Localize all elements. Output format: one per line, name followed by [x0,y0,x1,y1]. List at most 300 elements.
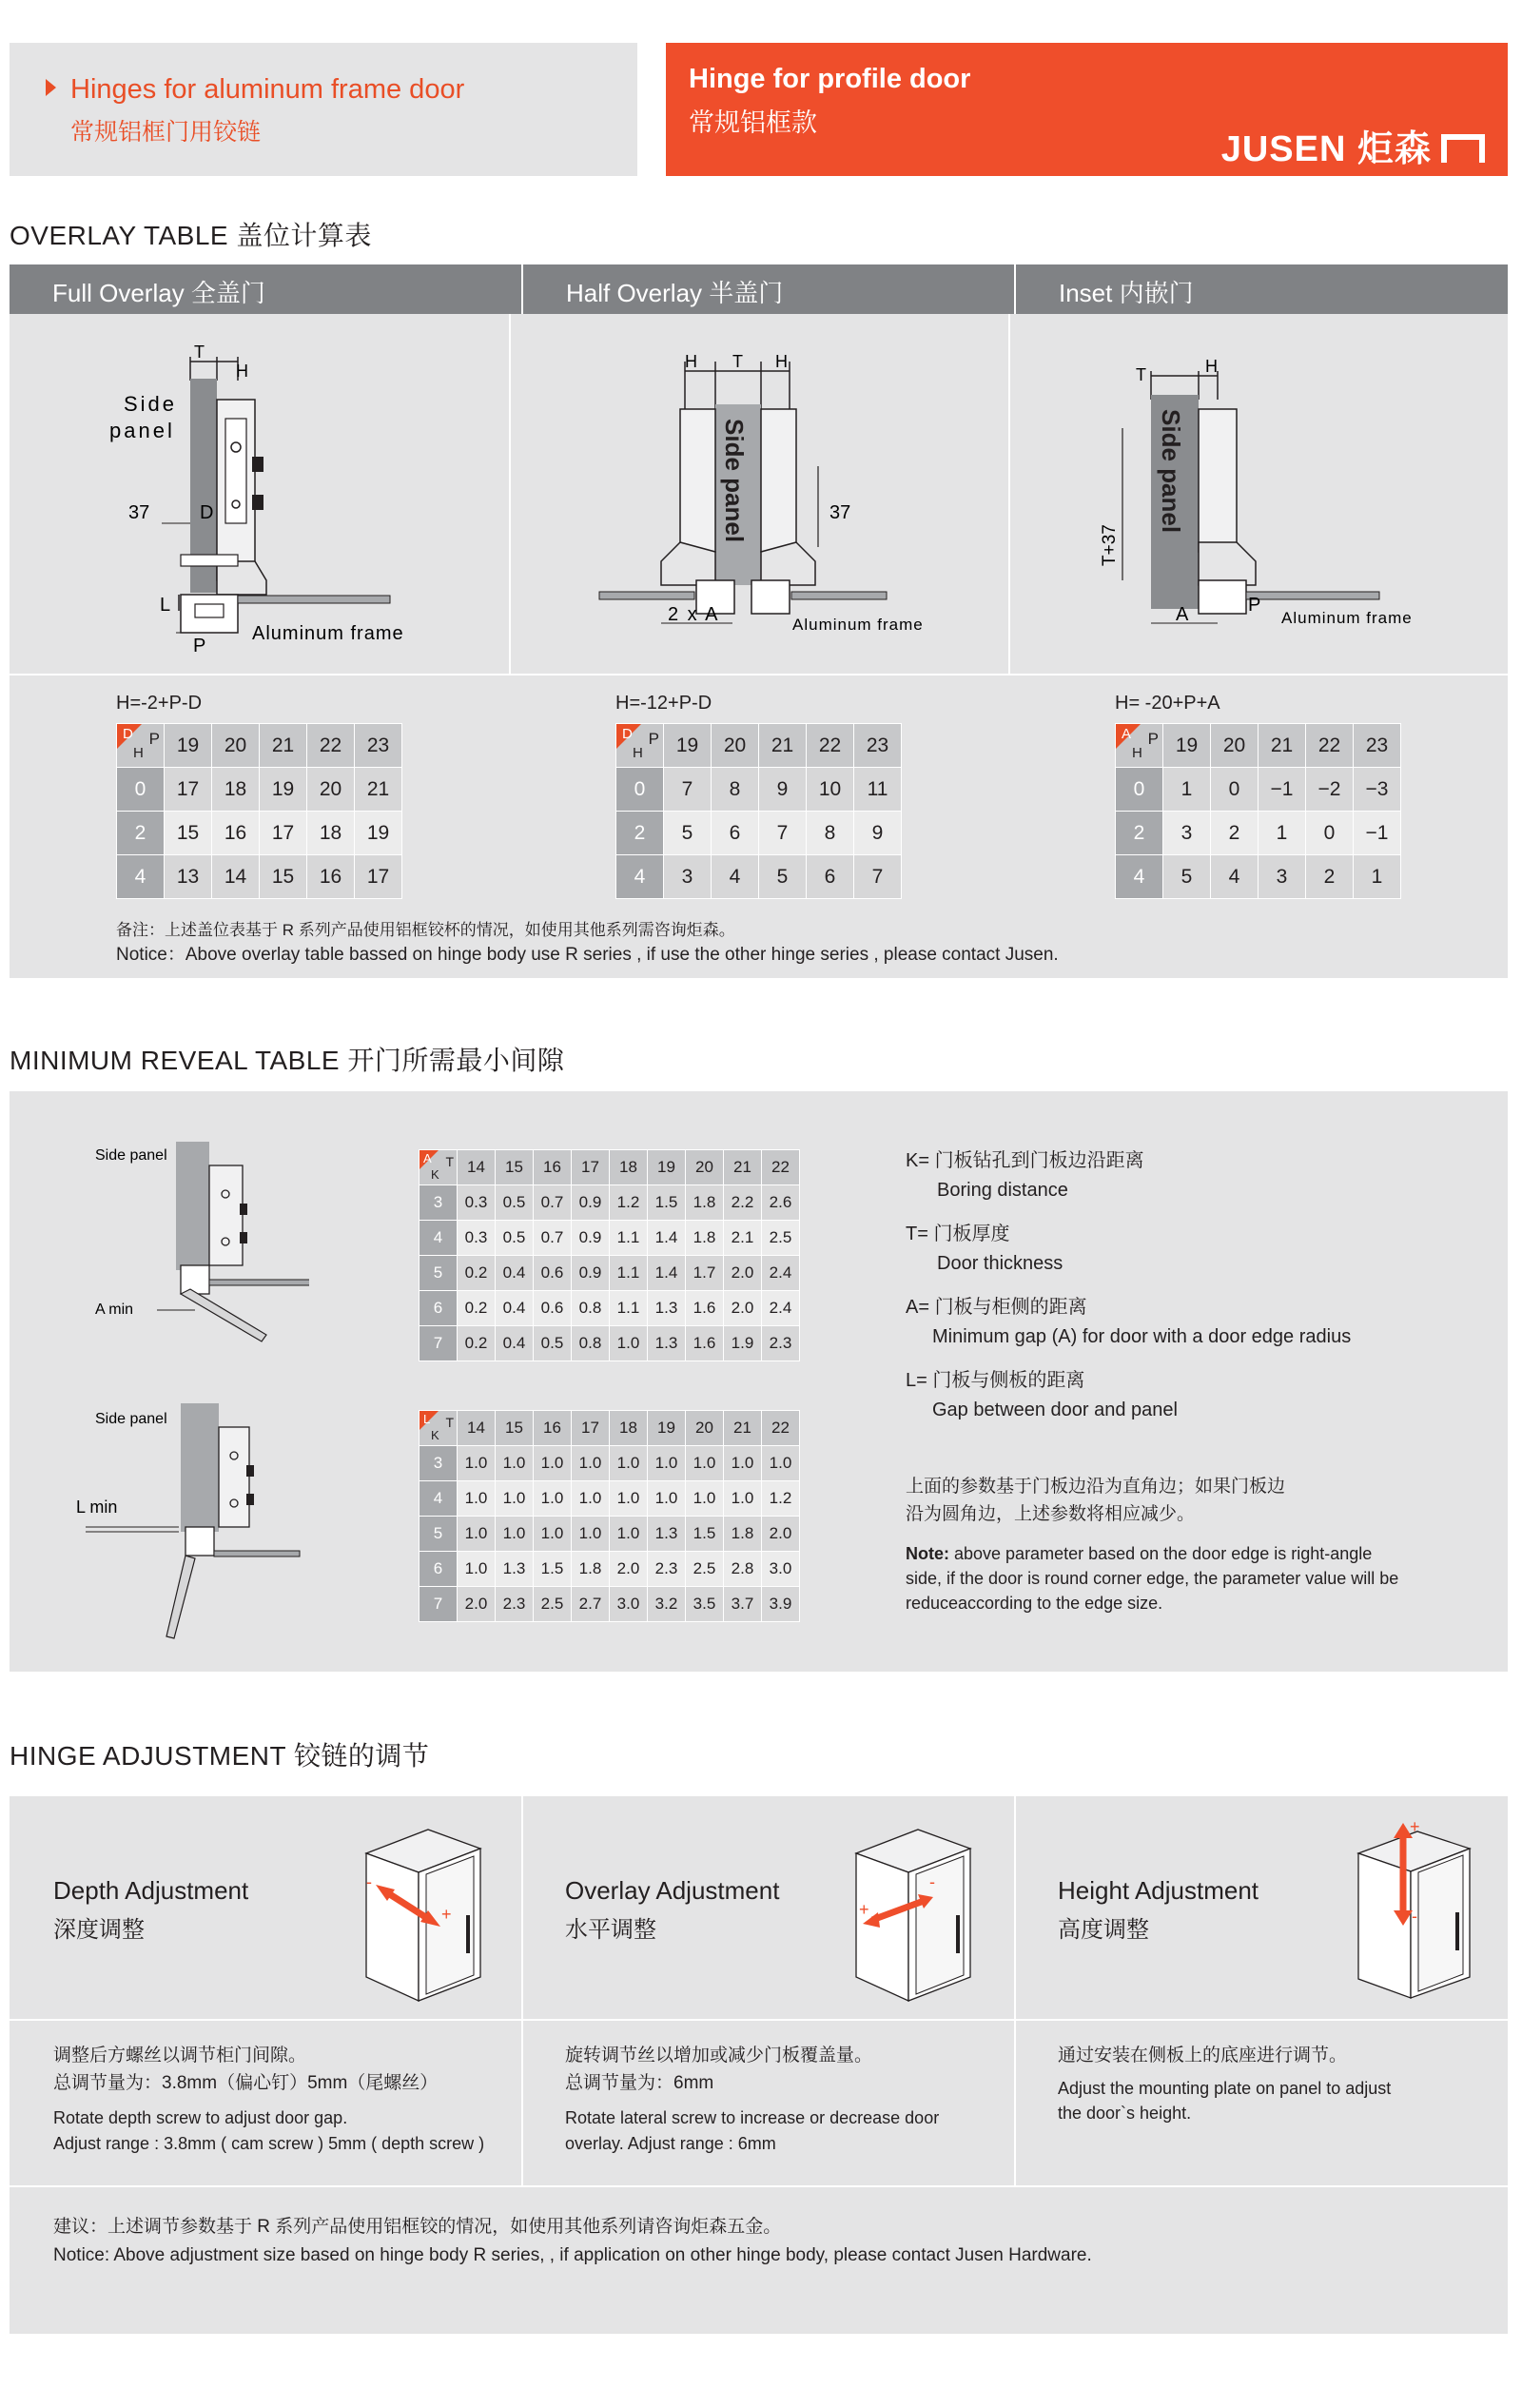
caret-right-icon [46,79,56,96]
table-cell: 7 [664,768,712,812]
l-min-diagram [76,1399,309,1655]
table-cell: 0.2 [458,1256,496,1291]
col-header: 17 [572,1411,610,1446]
col-header: 23 [1354,724,1401,768]
table-cell: 5 [1163,855,1211,899]
overlay-adjust-title-cn: 水平调整 [565,1917,656,1943]
table-cell: 0.3 [458,1185,496,1221]
l-min-side-panel-label: Side panel [95,1411,167,1427]
note-line: above parameter based on the door edge is right-angle [949,1544,1373,1563]
depth-adjust-text-en [53,2105,484,2157]
table-cell: 2.0 [724,1256,762,1291]
table-cell: 21 [355,768,402,812]
l-min-label: L min [76,1498,118,1517]
text-line: the door`s height. [1058,2104,1192,2123]
table-cell: 1.2 [610,1185,648,1221]
divider [1014,264,1016,314]
divider [10,2019,1508,2021]
header-left-title-en: Hinges for aluminum frame door [70,74,465,105]
table-cell: 1.0 [572,1446,610,1481]
cabinet-height-icon [1351,1817,1484,2007]
brand-logo [1221,119,1485,171]
table-cell: 15 [165,812,212,855]
table-cell: 0.8 [572,1326,610,1361]
row-header: 0 [1116,768,1163,812]
table-row [420,1587,800,1622]
table-cell: 0.8 [572,1291,610,1326]
table-cell: 1.0 [724,1481,762,1517]
half-label-side-panel: Side panel [720,419,749,543]
table-cell: 6 [807,855,854,899]
table-row [1116,812,1401,855]
table-cell: 1.5 [648,1185,686,1221]
table-cell: 10 [807,768,854,812]
table-cell: 0.5 [496,1185,534,1221]
table-cell: 1.8 [572,1552,610,1587]
full-label-dim: 37 [128,502,150,523]
table-cell: 8 [807,812,854,855]
formula-full: H=-2+P-D [116,693,203,714]
col-header: 21 [724,1150,762,1185]
col-header: 19 [664,724,712,768]
full-label-side: Side [124,392,178,416]
table-cell: 1.0 [610,1517,648,1552]
half-label-a: 2 x A [668,604,720,625]
table-cell: 1.6 [686,1291,724,1326]
divider [10,674,1508,675]
table-cell: 15 [260,855,307,899]
col-header: 14 [458,1150,496,1185]
note-line: reduceaccording to the edge size. [906,1594,1163,1613]
table-cell: 2.4 [762,1291,800,1326]
row-header: 7 [420,1587,458,1622]
table-cell: 1.0 [762,1446,800,1481]
height-adjust-title-cn: 高度调整 [1058,1917,1149,1943]
table-cell: 0.4 [496,1291,534,1326]
col-header: 19 [648,1411,686,1446]
table-cell: 2.0 [458,1587,496,1622]
svg-text:-: - [366,1872,372,1891]
table-cell: 18 [212,768,260,812]
table-cell: 0.4 [496,1326,534,1361]
table-row [420,1256,800,1291]
table-cell: 1.1 [610,1291,648,1326]
table-cell: 1.3 [496,1552,534,1587]
row-header: 2 [1116,812,1163,855]
col-header: 14 [458,1411,496,1446]
full-label-d: D [200,502,214,523]
svg-text:+: + [859,1900,869,1919]
table-row [117,768,402,812]
col-header: 18 [610,1150,648,1185]
table-cell: 1.1 [610,1256,648,1291]
min-reveal-note-cn [906,1473,1285,1528]
divider [10,2185,1508,2187]
table-cell: 20 [307,768,355,812]
a-min-side-panel-label: Side panel [95,1147,167,1164]
header-right-panel [666,43,1508,176]
table-cell: 0.4 [496,1256,534,1291]
table-cell: 1.4 [648,1221,686,1256]
definition-key: K= 门板钻孔到门板边沿距离 [906,1150,1144,1171]
col-header: 20 [212,724,260,768]
table-cell: 0 [1306,812,1354,855]
table-cell: 1.0 [686,1481,724,1517]
table-corner: D P H [117,724,165,768]
table-cell: 16 [212,812,260,855]
table-cell: 1.5 [686,1517,724,1552]
table-cell: 1.4 [648,1256,686,1291]
definition-value: Door thickness [937,1253,1063,1274]
row-header: 5 [420,1517,458,1552]
overlay-table-half [615,723,902,899]
full-label-panel: panel [109,419,175,442]
overlay-adjust-title-en: Overlay Adjustment [565,1876,780,1905]
table-cell: 3.5 [686,1587,724,1622]
min-reveal-table-l [419,1410,800,1622]
table-cell: 4 [712,855,759,899]
a-min-diagram [90,1137,309,1365]
table-cell: 13 [165,855,212,899]
table-cell: 0.9 [572,1185,610,1221]
col-header: 19 [165,724,212,768]
table-cell: 18 [307,812,355,855]
table-cell: 3 [1163,812,1211,855]
table-cell: 1.8 [686,1185,724,1221]
table-cell: 0.9 [572,1256,610,1291]
table-cell: 7 [759,812,807,855]
table-cell: 11 [854,768,902,812]
inset-label-dim: T+37 [1100,524,1120,566]
overlay-col-full: Full Overlay 全盖门 [52,279,265,307]
inset-label-p: P [1248,595,1261,616]
table-cell: 2.2 [724,1185,762,1221]
row-header: 4 [616,855,664,899]
inset-label-t: T [1136,365,1146,384]
table-cell: 9 [854,812,902,855]
overlay-adjust-text-en [565,2105,939,2157]
table-cell: 1.0 [610,1446,648,1481]
hinge-adjust-note-cn: 建议：上述调节参数基于 R 系列产品使用铝框铰的情况，如使用其他系列请咨询炬森五金。 [53,2217,782,2237]
full-label-frame: Aluminum frame [252,623,404,644]
overlay-section-title: OVERLAY TABLE 盖位计算表 [10,221,372,250]
half-label-dim: 37 [829,502,851,523]
table-cell: 1.0 [572,1481,610,1517]
cabinet-depth-icon [361,1825,495,2006]
row-header: 4 [420,1221,458,1256]
definition-t [906,1218,1063,1275]
inset-diagram [1094,352,1427,637]
min-reveal-table-a [419,1149,800,1361]
table-corner: A T K [420,1150,458,1185]
text-line: 通过安装在侧板上的底座进行调节。 [1058,2046,1348,2065]
table-cell: 1.9 [724,1326,762,1361]
height-adjust-text-cn [1058,2042,1347,2069]
table-cell: 0.5 [534,1326,572,1361]
table-row [1116,768,1401,812]
table-cell: 3.0 [610,1587,648,1622]
full-label-h: H [236,362,248,381]
table-cell: 0.6 [534,1256,572,1291]
row-header: 2 [117,812,165,855]
table-row [117,812,402,855]
table-cell: 2 [1211,812,1259,855]
table-cell: 2.3 [762,1326,800,1361]
header-left-title-cn: 常规铝框门用铰链 [70,119,262,146]
col-header: 23 [355,724,402,768]
col-header: 20 [686,1150,724,1185]
col-header: 19 [1163,724,1211,768]
table-cell: 1.6 [686,1326,724,1361]
table-cell: 1.0 [610,1481,648,1517]
header-left-panel [10,43,637,176]
table-cell: 1 [1259,812,1306,855]
definition-value: Boring distance [937,1180,1068,1201]
table-cell: 3 [1259,855,1306,899]
definition-key: T= 门板厚度 [906,1224,1010,1244]
table-cell: 1.0 [648,1446,686,1481]
depth-adjust-title-en: Depth Adjustment [53,1876,249,1905]
col-header: 16 [534,1150,572,1185]
table-row [420,1291,800,1326]
svg-text:-: - [1412,1907,1417,1926]
table-row [420,1185,800,1221]
svg-text:-: - [929,1872,935,1891]
row-header: 5 [420,1256,458,1291]
col-header: 20 [712,724,759,768]
text-line: Adjust range : 3.8mm ( cam screw ) 5mm ( depth screw ) [53,2134,485,2153]
overlay-table-inset [1115,723,1401,899]
note-line: 上面的参数基于门板边沿为直角边；如果门板边 [906,1477,1286,1497]
divider [1008,314,1010,675]
table-cell: 3.2 [648,1587,686,1622]
definition-value: Minimum gap (A) for door with a door edge radius [932,1326,1352,1347]
table-row [420,1221,800,1256]
table-cell: 2.0 [762,1517,800,1552]
table-row [1116,855,1401,899]
table-cell: 1.0 [458,1517,496,1552]
table-cell: 0.7 [534,1221,572,1256]
table-cell: 2.5 [686,1552,724,1587]
note-label: Note: [906,1544,949,1563]
overlay-header-bar [10,264,1508,314]
table-cell: 1.0 [572,1517,610,1552]
table-row [616,812,902,855]
overlay-note-en: Notice：Above overlay table bassed on hinge body use R series , if use the other hinge series , please contact Jusen. [116,945,1059,965]
table-cell: 16 [307,855,355,899]
inset-label-a: A [1176,604,1189,625]
table-cell: 2.4 [762,1256,800,1291]
col-header: 17 [572,1150,610,1185]
col-header: 20 [686,1411,724,1446]
formula-half: H=-12+P-D [615,693,712,714]
col-header: 21 [260,724,307,768]
row-header: 4 [1116,855,1163,899]
table-cell: 3.7 [724,1587,762,1622]
table-cell: 2.8 [724,1552,762,1587]
table-cell: 1.0 [534,1481,572,1517]
divider [521,264,523,314]
table-corner: A P H [1116,724,1163,768]
divider [509,314,511,675]
table-cell: 1.0 [458,1446,496,1481]
table-cell: −1 [1259,768,1306,812]
half-overlay-diagram [590,352,951,637]
definition-k [906,1145,1144,1202]
table-cell: 1.0 [458,1552,496,1587]
table-cell: 1.8 [686,1221,724,1256]
brand-name: JUSEN 炬森 [1220,129,1432,169]
table-row [420,1481,800,1517]
col-header: 22 [762,1150,800,1185]
definition-value: Gap between door and panel [932,1400,1178,1420]
full-label-p: P [193,636,206,656]
table-cell: 9 [759,768,807,812]
table-cell: 1.0 [534,1517,572,1552]
header-right-title-en: Hinge for profile door [689,64,971,94]
table-cell: 1.0 [534,1446,572,1481]
table-cell: 1 [1354,855,1401,899]
hinge-adjust-note-en: Notice: Above adjustment size based on hinge body R series, , if application on other hinge body, please contact Jusen Hardware. [53,2245,1092,2265]
text-line: Rotate lateral screw to increase or decrease door [565,2108,940,2127]
table-cell: 1.0 [496,1446,534,1481]
table-cell: 14 [212,855,260,899]
table-row [420,1552,800,1587]
text-line: 总调节量为：3.8mm（偏心钉）5mm（尾螺丝） [53,2073,439,2093]
depth-adjust-text-cn [53,2042,438,2097]
text-line: overlay. Adjust range : 6mm [565,2134,776,2153]
table-cell: 1.8 [724,1517,762,1552]
overlay-adjust-text-cn [565,2042,872,2097]
table-cell: 2.5 [762,1221,800,1256]
table-row [420,1446,800,1481]
definition-l [906,1364,1178,1421]
table-cell: 1.0 [496,1481,534,1517]
col-header: 21 [1259,724,1306,768]
col-header: 22 [1306,724,1354,768]
table-cell: 1.0 [686,1446,724,1481]
table-cell: 1.3 [648,1326,686,1361]
svg-text:+: + [441,1905,452,1924]
row-header: 3 [420,1185,458,1221]
table-cell: 0 [1211,768,1259,812]
row-header: 0 [616,768,664,812]
inset-label-frame: Aluminum frame [1281,609,1413,627]
cabinet-overlay-icon [851,1825,985,2006]
min-reveal-section-title: MINIMUM REVEAL TABLE 开门所需最小间隙 [10,1046,565,1075]
row-header: 6 [420,1552,458,1587]
table-cell: 1.0 [458,1481,496,1517]
table-cell: 0.2 [458,1291,496,1326]
table-cell: 17 [355,855,402,899]
table-cell: 1.0 [724,1446,762,1481]
a-min-label: A min [95,1302,134,1318]
table-cell: 6 [712,812,759,855]
table-cell: −3 [1354,768,1401,812]
col-header: 21 [759,724,807,768]
table-cell: 5 [664,812,712,855]
table-cell: 2.7 [572,1587,610,1622]
header-right-title-cn: 常规铝框款 [689,108,817,137]
table-cell: 2.0 [610,1552,648,1587]
table-cell: 0.5 [496,1221,534,1256]
table-cell: 19 [355,812,402,855]
half-label-h2: H [775,352,788,371]
table-cell: 1.0 [496,1517,534,1552]
note-line: side, if the door is round corner edge, the parameter value will be [906,1569,1399,1588]
full-label-l: L [160,595,171,616]
table-cell: −1 [1354,812,1401,855]
height-adjust-text-en [1058,2076,1391,2125]
table-cell: 4 [1211,855,1259,899]
table-corner: L T K [420,1411,458,1446]
half-label-frame: Aluminum frame [792,616,924,634]
half-label-t: T [732,352,743,371]
table-cell: 17 [165,768,212,812]
divider [521,1796,523,2186]
definition-a [906,1291,1351,1348]
row-header: 0 [117,768,165,812]
brand-mark-icon [1441,134,1485,163]
table-cell: 7 [854,855,902,899]
col-header: 22 [307,724,355,768]
table-cell: 0.6 [534,1291,572,1326]
row-header: 7 [420,1326,458,1361]
overlay-note-cn: 备注：上述盖位表基于 R 系列产品使用铝框铰杯的情况，如使用其他系列需咨询炬森。 [116,921,735,939]
divider [1014,1796,1016,2186]
table-cell: 1.0 [610,1326,648,1361]
table-row [616,855,902,899]
overlay-col-half: Half Overlay 半盖门 [566,279,784,307]
row-header: 3 [420,1446,458,1481]
table-cell: 1.1 [610,1221,648,1256]
full-label-t: T [194,343,205,362]
svg-text:+: + [1410,1817,1420,1836]
formula-inset: H= -20+P+A [1115,693,1220,714]
table-cell: 1 [1163,768,1211,812]
table-cell: 2.3 [496,1587,534,1622]
col-header: 19 [648,1150,686,1185]
table-cell: 1.3 [648,1291,686,1326]
row-header: 2 [616,812,664,855]
table-cell: −2 [1306,768,1354,812]
col-header: 20 [1211,724,1259,768]
table-cell: 17 [260,812,307,855]
table-cell: 0.9 [572,1221,610,1256]
col-header: 16 [534,1411,572,1446]
table-cell: 3.0 [762,1552,800,1587]
text-line: Rotate depth screw to adjust door gap. [53,2108,348,2127]
full-overlay-diagram [95,343,495,656]
table-row [420,1517,800,1552]
definition-key: A= 门板与柜侧的距离 [906,1297,1087,1318]
row-header: 4 [420,1481,458,1517]
col-header: 15 [496,1150,534,1185]
half-label-h1: H [685,352,697,371]
table-cell: 1.3 [648,1517,686,1552]
row-header: 4 [117,855,165,899]
table-cell: 1.5 [534,1552,572,1587]
table-row [616,768,902,812]
overlay-table-full [116,723,402,899]
table-cell: 19 [260,768,307,812]
table-cell: 3.9 [762,1587,800,1622]
table-cell: 1.0 [648,1481,686,1517]
text-line: 旋转调节丝以增加或减少门板覆盖量。 [565,2046,873,2065]
text-line: Adjust the mounting plate on panel to adjust [1058,2079,1392,2098]
table-cell: 1.2 [762,1481,800,1517]
height-adjust-title-en: Height Adjustment [1058,1876,1259,1905]
